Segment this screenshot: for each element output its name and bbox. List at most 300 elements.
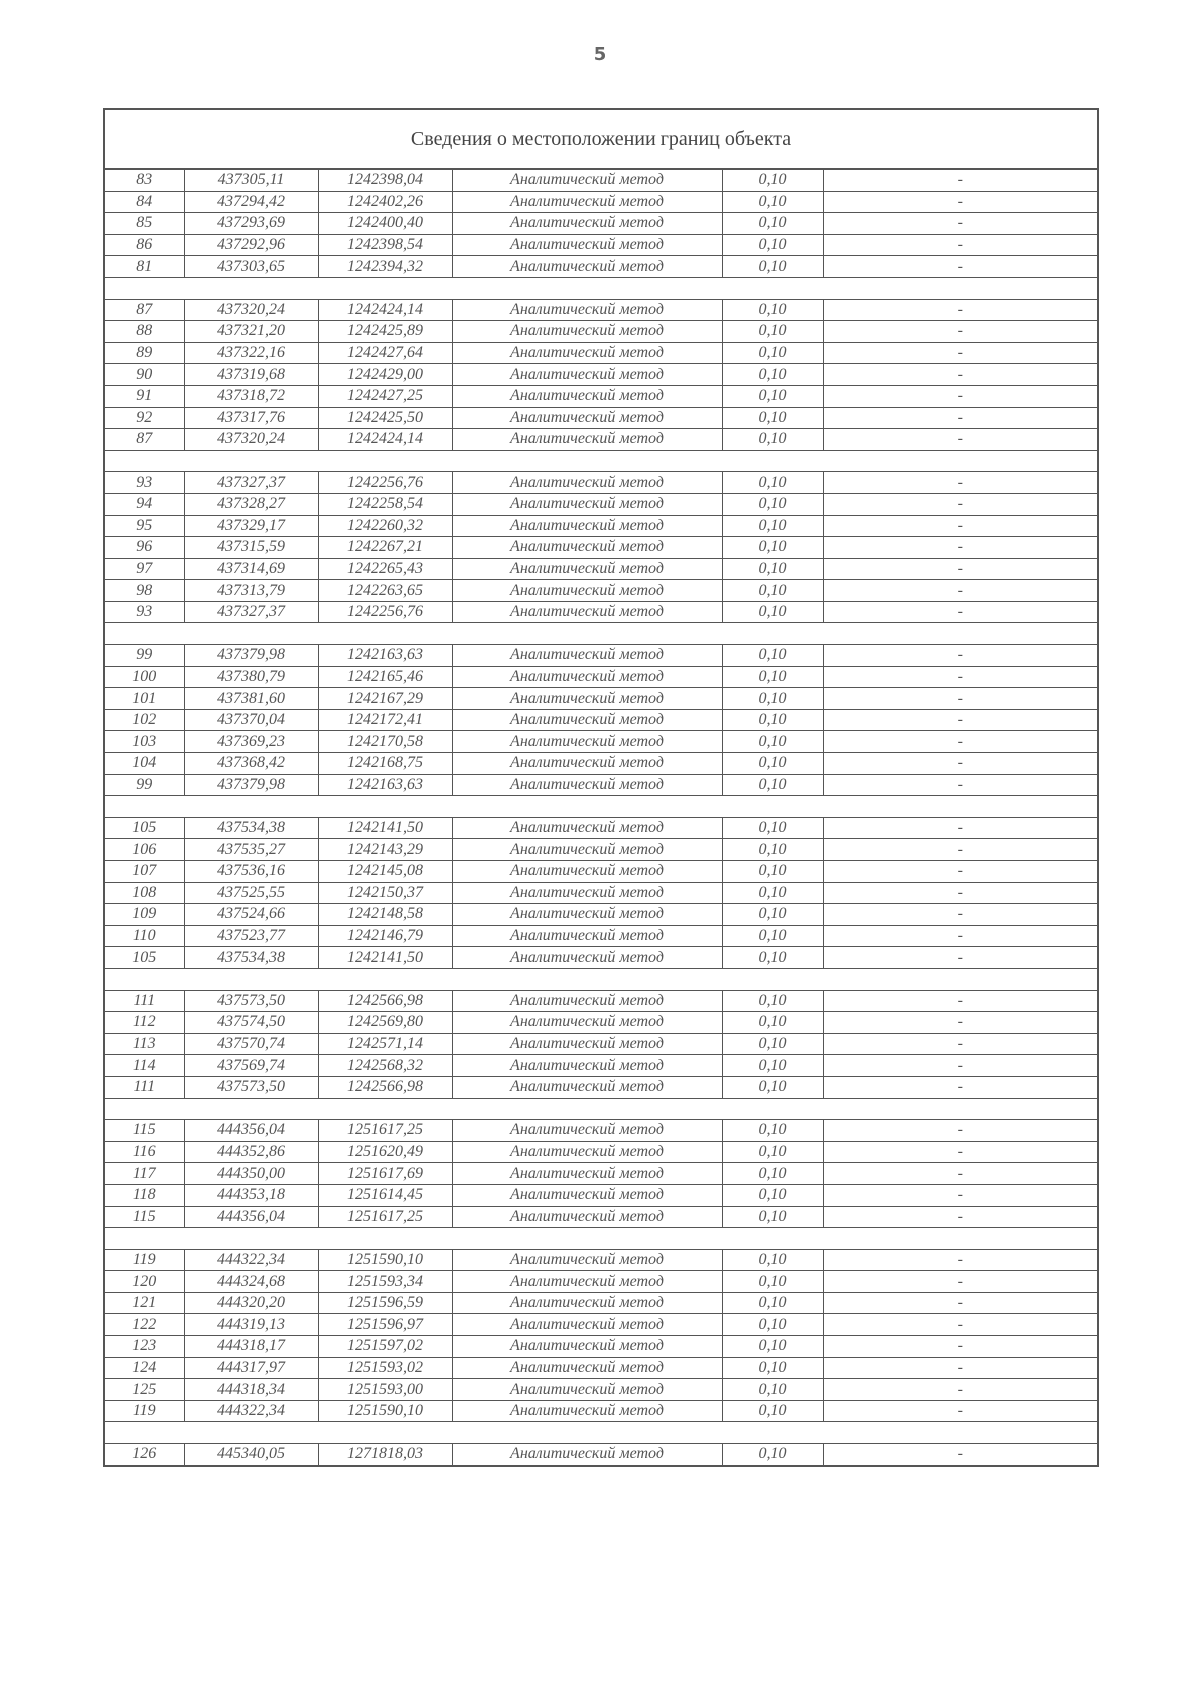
y-coordinate-cell: 1251617,25 <box>318 1206 452 1228</box>
accuracy-cell: 0,10 <box>722 493 823 515</box>
note-cell: - <box>823 666 1097 688</box>
table-row <box>105 580 1097 602</box>
accuracy-cell: 0,10 <box>722 256 823 278</box>
group-separator-row <box>105 450 1097 472</box>
accuracy-cell: 0,10 <box>722 321 823 343</box>
accuracy-cell: 0,10 <box>722 407 823 429</box>
y-coordinate-cell: 1251597,02 <box>318 1336 452 1358</box>
method-cell: Аналитический метод <box>452 1120 722 1142</box>
table-row <box>105 515 1097 537</box>
point-number-cell: 93 <box>105 472 184 494</box>
accuracy-cell: 0,10 <box>722 472 823 494</box>
y-coordinate-cell: 1242429,00 <box>318 364 452 386</box>
y-coordinate-cell: 1242402,26 <box>318 191 452 213</box>
accuracy-cell: 0,10 <box>722 580 823 602</box>
note-cell: - <box>823 537 1097 559</box>
separator-cell <box>105 1228 1097 1250</box>
note-cell: - <box>823 213 1097 235</box>
separator-cell <box>105 1098 1097 1120</box>
method-cell: Аналитический метод <box>452 990 722 1012</box>
accuracy-cell: 0,10 <box>722 1076 823 1098</box>
table-row <box>105 342 1097 364</box>
table-row <box>105 429 1097 451</box>
accuracy-cell: 0,10 <box>722 904 823 926</box>
table-row <box>105 731 1097 753</box>
point-number-cell: 125 <box>105 1379 184 1401</box>
method-cell: Аналитический метод <box>452 580 722 602</box>
accuracy-cell: 0,10 <box>722 1184 823 1206</box>
note-cell: - <box>823 731 1097 753</box>
note-cell: - <box>823 472 1097 494</box>
table-row <box>105 709 1097 731</box>
accuracy-cell: 0,10 <box>722 1141 823 1163</box>
x-coordinate-cell: 437379,98 <box>184 645 318 667</box>
x-coordinate-cell: 437569,74 <box>184 1055 318 1077</box>
method-cell: Аналитический метод <box>452 385 722 407</box>
x-coordinate-cell: 437320,24 <box>184 299 318 321</box>
point-number-cell: 103 <box>105 731 184 753</box>
method-cell: Аналитический метод <box>452 170 722 191</box>
note-cell: - <box>823 1012 1097 1034</box>
table-row <box>105 170 1097 191</box>
method-cell: Аналитический метод <box>452 1206 722 1228</box>
table-row <box>105 839 1097 861</box>
point-number-cell: 97 <box>105 558 184 580</box>
y-coordinate-cell: 1242260,32 <box>318 515 452 537</box>
x-coordinate-cell: 437294,42 <box>184 191 318 213</box>
method-cell: Аналитический метод <box>452 666 722 688</box>
table-row <box>105 861 1097 883</box>
accuracy-cell: 0,10 <box>722 1357 823 1379</box>
x-coordinate-cell: 437327,37 <box>184 472 318 494</box>
table-row <box>105 191 1097 213</box>
note-cell: - <box>823 601 1097 623</box>
note-cell: - <box>823 688 1097 710</box>
table-row <box>105 1055 1097 1077</box>
accuracy-cell: 0,10 <box>722 1444 823 1465</box>
y-coordinate-cell: 1242172,41 <box>318 709 452 731</box>
accuracy-cell: 0,10 <box>722 925 823 947</box>
note-cell: - <box>823 493 1097 515</box>
table-row <box>105 364 1097 386</box>
accuracy-cell: 0,10 <box>722 882 823 904</box>
point-number-cell: 111 <box>105 990 184 1012</box>
point-number-cell: 91 <box>105 385 184 407</box>
accuracy-cell: 0,10 <box>722 385 823 407</box>
y-coordinate-cell: 1251617,69 <box>318 1163 452 1185</box>
accuracy-cell: 0,10 <box>722 342 823 364</box>
group-separator-row <box>105 623 1097 645</box>
x-coordinate-cell: 437319,68 <box>184 364 318 386</box>
x-coordinate-cell: 437321,20 <box>184 321 318 343</box>
table-row <box>105 537 1097 559</box>
accuracy-cell: 0,10 <box>722 990 823 1012</box>
note-cell: - <box>823 1120 1097 1142</box>
method-cell: Аналитический метод <box>452 1400 722 1422</box>
method-cell: Аналитический метод <box>452 1184 722 1206</box>
point-number-cell: 85 <box>105 213 184 235</box>
note-cell: - <box>823 1206 1097 1228</box>
x-coordinate-cell: 444322,34 <box>184 1400 318 1422</box>
point-number-cell: 118 <box>105 1184 184 1206</box>
separator-cell <box>105 968 1097 990</box>
y-coordinate-cell: 1251593,00 <box>318 1379 452 1401</box>
y-coordinate-cell: 1251614,45 <box>318 1184 452 1206</box>
table-row <box>105 666 1097 688</box>
x-coordinate-cell: 437327,37 <box>184 601 318 623</box>
point-number-cell: 84 <box>105 191 184 213</box>
accuracy-cell: 0,10 <box>722 1400 823 1422</box>
accuracy-cell: 0,10 <box>722 817 823 839</box>
point-number-cell: 119 <box>105 1400 184 1422</box>
x-coordinate-cell: 437381,60 <box>184 688 318 710</box>
point-number-cell: 95 <box>105 515 184 537</box>
note-cell: - <box>823 580 1097 602</box>
point-number-cell: 105 <box>105 817 184 839</box>
note-cell: - <box>823 515 1097 537</box>
note-cell: - <box>823 364 1097 386</box>
group-separator-row <box>105 796 1097 818</box>
note-cell: - <box>823 234 1097 256</box>
accuracy-cell: 0,10 <box>722 1033 823 1055</box>
x-coordinate-cell: 437303,65 <box>184 256 318 278</box>
y-coordinate-cell: 1242145,08 <box>318 861 452 883</box>
table-row <box>105 256 1097 278</box>
x-coordinate-cell: 444356,04 <box>184 1206 318 1228</box>
x-coordinate-cell: 437524,66 <box>184 904 318 926</box>
method-cell: Аналитический метод <box>452 839 722 861</box>
method-cell: Аналитический метод <box>452 925 722 947</box>
x-coordinate-cell: 444318,17 <box>184 1336 318 1358</box>
y-coordinate-cell: 1242170,58 <box>318 731 452 753</box>
table-row <box>105 1033 1097 1055</box>
note-cell: - <box>823 1444 1097 1465</box>
y-coordinate-cell: 1242568,32 <box>318 1055 452 1077</box>
point-number-cell: 94 <box>105 493 184 515</box>
table-row <box>105 947 1097 969</box>
y-coordinate-cell: 1242427,64 <box>318 342 452 364</box>
y-coordinate-cell: 1242569,80 <box>318 1012 452 1034</box>
point-number-cell: 99 <box>105 645 184 667</box>
point-number-cell: 98 <box>105 580 184 602</box>
note-cell: - <box>823 385 1097 407</box>
point-number-cell: 93 <box>105 601 184 623</box>
y-coordinate-cell: 1242163,63 <box>318 645 452 667</box>
x-coordinate-cell: 437523,77 <box>184 925 318 947</box>
x-coordinate-cell: 437379,98 <box>184 774 318 796</box>
x-coordinate-cell: 437370,04 <box>184 709 318 731</box>
x-coordinate-cell: 444350,00 <box>184 1163 318 1185</box>
accuracy-cell: 0,10 <box>722 1055 823 1077</box>
method-cell: Аналитический метод <box>452 1163 722 1185</box>
table-row <box>105 1314 1097 1336</box>
x-coordinate-cell: 444322,34 <box>184 1249 318 1271</box>
y-coordinate-cell: 1242425,89 <box>318 321 452 343</box>
x-coordinate-cell: 437535,27 <box>184 839 318 861</box>
table-row <box>105 904 1097 926</box>
accuracy-cell: 0,10 <box>722 213 823 235</box>
note-cell: - <box>823 299 1097 321</box>
y-coordinate-cell: 1242400,40 <box>318 213 452 235</box>
accuracy-cell: 0,10 <box>722 558 823 580</box>
point-number-cell: 115 <box>105 1206 184 1228</box>
accuracy-cell: 0,10 <box>722 688 823 710</box>
table-row <box>105 601 1097 623</box>
note-cell: - <box>823 342 1097 364</box>
separator-cell <box>105 1422 1097 1444</box>
y-coordinate-cell: 1242163,63 <box>318 774 452 796</box>
y-coordinate-cell: 1242571,14 <box>318 1033 452 1055</box>
y-coordinate-cell: 1242146,79 <box>318 925 452 947</box>
x-coordinate-cell: 444318,34 <box>184 1379 318 1401</box>
y-coordinate-cell: 1251593,34 <box>318 1271 452 1293</box>
accuracy-cell: 0,10 <box>722 601 823 623</box>
note-cell: - <box>823 407 1097 429</box>
x-coordinate-cell: 437574,50 <box>184 1012 318 1034</box>
y-coordinate-cell: 1251596,97 <box>318 1314 452 1336</box>
accuracy-cell: 0,10 <box>722 709 823 731</box>
table-row <box>105 1444 1097 1465</box>
y-coordinate-cell: 1242394,32 <box>318 256 452 278</box>
accuracy-cell: 0,10 <box>722 537 823 559</box>
table-row <box>105 1076 1097 1098</box>
coordinates-table <box>105 170 1097 1465</box>
table-body <box>105 170 1097 1465</box>
note-cell: - <box>823 839 1097 861</box>
method-cell: Аналитический метод <box>452 321 722 343</box>
method-cell: Аналитический метод <box>452 1141 722 1163</box>
method-cell: Аналитический метод <box>452 407 722 429</box>
table-row <box>105 925 1097 947</box>
method-cell: Аналитический метод <box>452 1249 722 1271</box>
point-number-cell: 109 <box>105 904 184 926</box>
accuracy-cell: 0,10 <box>722 1163 823 1185</box>
table-row <box>105 990 1097 1012</box>
method-cell: Аналитический метод <box>452 1314 722 1336</box>
table-row <box>105 234 1097 256</box>
group-separator-row <box>105 277 1097 299</box>
x-coordinate-cell: 437313,79 <box>184 580 318 602</box>
point-number-cell: 122 <box>105 1314 184 1336</box>
group-separator-row <box>105 1228 1097 1250</box>
accuracy-cell: 0,10 <box>722 861 823 883</box>
note-cell: - <box>823 170 1097 191</box>
note-cell: - <box>823 256 1097 278</box>
x-coordinate-cell: 437525,55 <box>184 882 318 904</box>
table-row <box>105 321 1097 343</box>
point-number-cell: 108 <box>105 882 184 904</box>
y-coordinate-cell: 1242143,29 <box>318 839 452 861</box>
accuracy-cell: 0,10 <box>722 947 823 969</box>
table-row <box>105 1141 1097 1163</box>
accuracy-cell: 0,10 <box>722 645 823 667</box>
point-number-cell: 112 <box>105 1012 184 1034</box>
y-coordinate-cell: 1251590,10 <box>318 1249 452 1271</box>
table-row <box>105 1271 1097 1293</box>
accuracy-cell: 0,10 <box>722 1249 823 1271</box>
accuracy-cell: 0,10 <box>722 429 823 451</box>
y-coordinate-cell: 1242256,76 <box>318 601 452 623</box>
accuracy-cell: 0,10 <box>722 515 823 537</box>
boundary-table <box>103 108 1099 1467</box>
point-number-cell: 88 <box>105 321 184 343</box>
y-coordinate-cell: 1242168,75 <box>318 753 452 775</box>
method-cell: Аналитический метод <box>452 1336 722 1358</box>
method-cell: Аналитический метод <box>452 213 722 235</box>
point-number-cell: 100 <box>105 666 184 688</box>
point-number-cell: 110 <box>105 925 184 947</box>
method-cell: Аналитический метод <box>452 256 722 278</box>
y-coordinate-cell: 1251590,10 <box>318 1400 452 1422</box>
note-cell: - <box>823 861 1097 883</box>
table-row <box>105 472 1097 494</box>
accuracy-cell: 0,10 <box>722 1314 823 1336</box>
method-cell: Аналитический метод <box>452 688 722 710</box>
note-cell: - <box>823 1141 1097 1163</box>
point-number-cell: 83 <box>105 170 184 191</box>
separator-cell <box>105 277 1097 299</box>
note-cell: - <box>823 990 1097 1012</box>
accuracy-cell: 0,10 <box>722 839 823 861</box>
note-cell: - <box>823 1163 1097 1185</box>
y-coordinate-cell: 1242150,37 <box>318 882 452 904</box>
x-coordinate-cell: 437322,16 <box>184 342 318 364</box>
method-cell: Аналитический метод <box>452 817 722 839</box>
y-coordinate-cell: 1251596,59 <box>318 1292 452 1314</box>
x-coordinate-cell: 437570,74 <box>184 1033 318 1055</box>
method-cell: Аналитический метод <box>452 645 722 667</box>
group-separator-row <box>105 1098 1097 1120</box>
method-cell: Аналитический метод <box>452 861 722 883</box>
accuracy-cell: 0,10 <box>722 299 823 321</box>
point-number-cell: 116 <box>105 1141 184 1163</box>
method-cell: Аналитический метод <box>452 1379 722 1401</box>
table-row <box>105 1120 1097 1142</box>
table-row <box>105 688 1097 710</box>
x-coordinate-cell: 437534,38 <box>184 817 318 839</box>
method-cell: Аналитический метод <box>452 429 722 451</box>
group-separator-row <box>105 1422 1097 1444</box>
y-coordinate-cell: 1242265,43 <box>318 558 452 580</box>
point-number-cell: 96 <box>105 537 184 559</box>
table-row <box>105 1400 1097 1422</box>
point-number-cell: 117 <box>105 1163 184 1185</box>
x-coordinate-cell: 437573,50 <box>184 990 318 1012</box>
accuracy-cell: 0,10 <box>722 753 823 775</box>
x-coordinate-cell: 444353,18 <box>184 1184 318 1206</box>
separator-cell <box>105 796 1097 818</box>
note-cell: - <box>823 191 1097 213</box>
note-cell: - <box>823 1033 1097 1055</box>
method-cell: Аналитический метод <box>452 1444 722 1465</box>
x-coordinate-cell: 437534,38 <box>184 947 318 969</box>
point-number-cell: 113 <box>105 1033 184 1055</box>
point-number-cell: 111 <box>105 1076 184 1098</box>
point-number-cell: 90 <box>105 364 184 386</box>
table-title: Сведения о местоположении границ объекта <box>105 110 1097 170</box>
table-row <box>105 1336 1097 1358</box>
table-row <box>105 1357 1097 1379</box>
table-row <box>105 1206 1097 1228</box>
separator-cell <box>105 623 1097 645</box>
y-coordinate-cell: 1242141,50 <box>318 817 452 839</box>
note-cell: - <box>823 1076 1097 1098</box>
method-cell: Аналитический метод <box>452 299 722 321</box>
note-cell: - <box>823 1055 1097 1077</box>
point-number-cell: 124 <box>105 1357 184 1379</box>
method-cell: Аналитический метод <box>452 191 722 213</box>
accuracy-cell: 0,10 <box>722 170 823 191</box>
method-cell: Аналитический метод <box>452 364 722 386</box>
note-cell: - <box>823 1314 1097 1336</box>
method-cell: Аналитический метод <box>452 515 722 537</box>
accuracy-cell: 0,10 <box>722 364 823 386</box>
method-cell: Аналитический метод <box>452 947 722 969</box>
x-coordinate-cell: 437305,11 <box>184 170 318 191</box>
point-number-cell: 86 <box>105 234 184 256</box>
x-coordinate-cell: 437293,69 <box>184 213 318 235</box>
y-coordinate-cell: 1242165,46 <box>318 666 452 688</box>
method-cell: Аналитический метод <box>452 753 722 775</box>
x-coordinate-cell: 437536,16 <box>184 861 318 883</box>
x-coordinate-cell: 437329,17 <box>184 515 318 537</box>
note-cell: - <box>823 774 1097 796</box>
note-cell: - <box>823 1184 1097 1206</box>
method-cell: Аналитический метод <box>452 1055 722 1077</box>
y-coordinate-cell: 1242425,50 <box>318 407 452 429</box>
table-row <box>105 385 1097 407</box>
table-row <box>105 1249 1097 1271</box>
method-cell: Аналитический метод <box>452 558 722 580</box>
method-cell: Аналитический метод <box>452 904 722 926</box>
y-coordinate-cell: 1242424,14 <box>318 299 452 321</box>
y-coordinate-cell: 1242267,21 <box>318 537 452 559</box>
note-cell: - <box>823 1379 1097 1401</box>
table-row <box>105 882 1097 904</box>
note-cell: - <box>823 947 1097 969</box>
y-coordinate-cell: 1242424,14 <box>318 429 452 451</box>
point-number-cell: 102 <box>105 709 184 731</box>
method-cell: Аналитический метод <box>452 342 722 364</box>
point-number-cell: 89 <box>105 342 184 364</box>
method-cell: Аналитический метод <box>452 234 722 256</box>
y-coordinate-cell: 1242398,54 <box>318 234 452 256</box>
x-coordinate-cell: 437368,42 <box>184 753 318 775</box>
method-cell: Аналитический метод <box>452 1357 722 1379</box>
note-cell: - <box>823 882 1097 904</box>
x-coordinate-cell: 444356,04 <box>184 1120 318 1142</box>
y-coordinate-cell: 1242167,29 <box>318 688 452 710</box>
y-coordinate-cell: 1242398,04 <box>318 170 452 191</box>
x-coordinate-cell: 437369,23 <box>184 731 318 753</box>
note-cell: - <box>823 1400 1097 1422</box>
accuracy-cell: 0,10 <box>722 1012 823 1034</box>
note-cell: - <box>823 1249 1097 1271</box>
accuracy-cell: 0,10 <box>722 1271 823 1293</box>
y-coordinate-cell: 1242566,98 <box>318 990 452 1012</box>
note-cell: - <box>823 817 1097 839</box>
table-row <box>105 1379 1097 1401</box>
x-coordinate-cell: 444320,20 <box>184 1292 318 1314</box>
method-cell: Аналитический метод <box>452 731 722 753</box>
accuracy-cell: 0,10 <box>722 1336 823 1358</box>
table-row <box>105 1184 1097 1206</box>
note-cell: - <box>823 925 1097 947</box>
accuracy-cell: 0,10 <box>722 774 823 796</box>
table-row <box>105 493 1097 515</box>
point-number-cell: 115 <box>105 1120 184 1142</box>
table-row <box>105 407 1097 429</box>
